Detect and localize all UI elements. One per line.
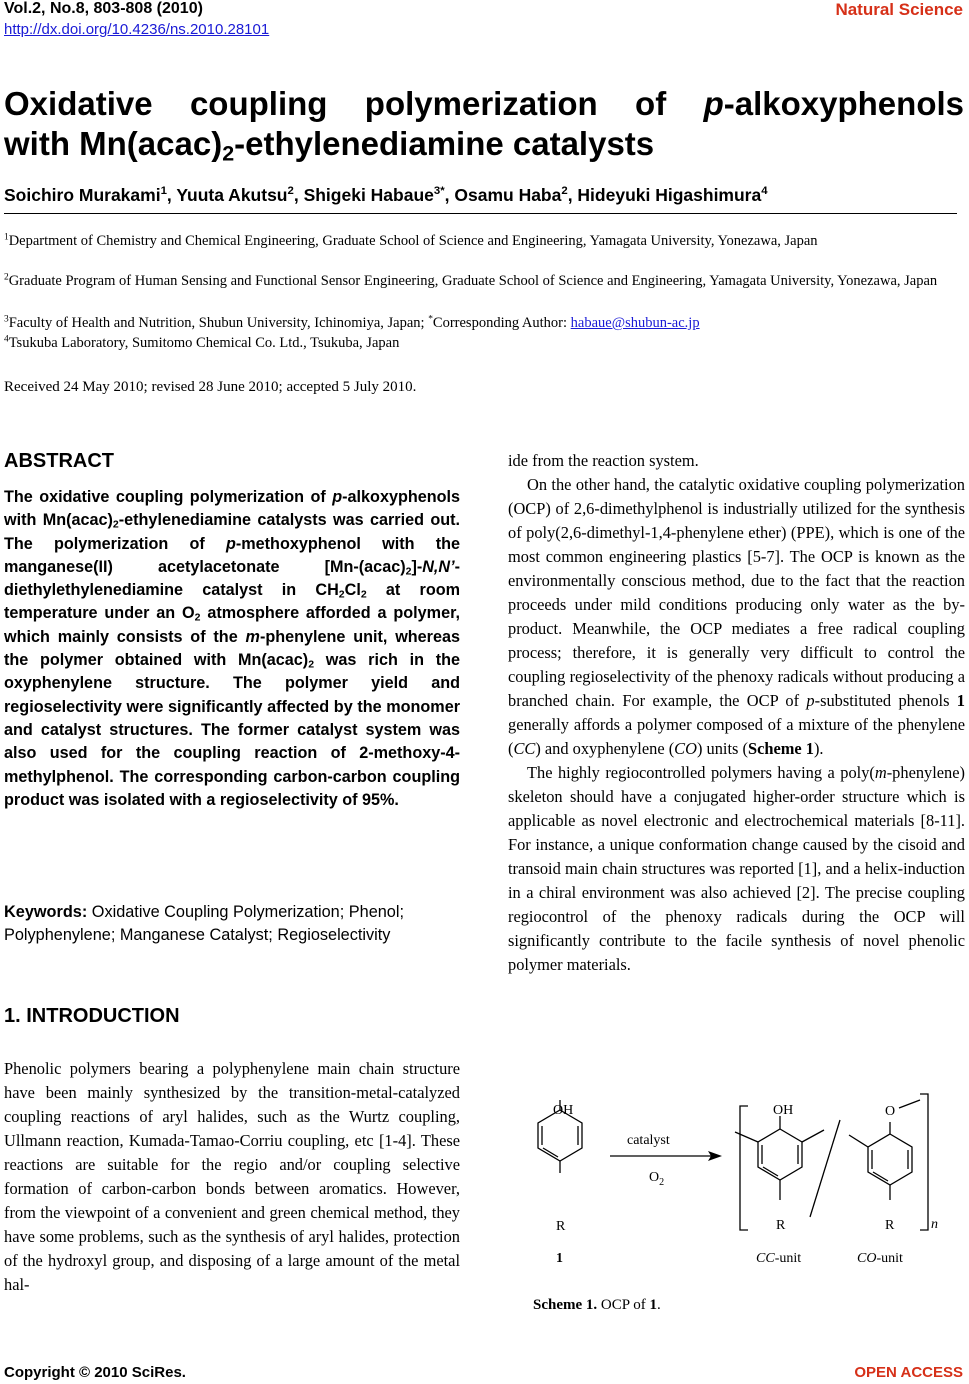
r-label-co-unit: R [885,1218,895,1233]
compound-number: 1 [556,1251,563,1266]
author-list: Soichiro Murakami$^1$, Yuuta Akutsu$^2$, Shigeki Habaue$^{3*}$, Osamu Haba$^2$, Hideyuki Higashimura$^4$ [4,185,768,205]
copyright-notice: Copyright © 2010 SciRes. [4,1364,186,1381]
scheme-1-reaction-diagram [528,1090,968,1280]
paragraph: The highly regiocontrolled polymers having a poly(m-phenylene) skeleton should have a conjugated higher-order structure which is applicable as novel electronic and electrochemical materials [8-11]. For instance, a unique conformation change caused by the cisoid and transoid main chain structures was reported [1], and a helix-induction in a chiral environment was also achieved [2]. The precise coupling regiocontrol of the phenoxy radicals during the OCP will significantly contribute to the facile synthesis of novel phenolic polymer materials. [508,763,965,974]
paragraph: On the other hand, the catalytic oxidative coupling polymerization (OCP) of 2,6-dimethylphenol is industrially utilized for the synthesis of poly(2,6-dimethyl-1,4-phenylene ether) (PPE), which is one of the most common engineering plastics [5-7]. The OCP is known as the environmentally conscious method, due to the fact that the reaction proceeds under mild conditions producing only water as the by-product. Meanwhile, the OCP mediates a free radical coupling process; therefore, it is generally very difficult to control the coupling regioselectivity of the phenoxy radicals without producing a branched chain. For example, the OCP of p-substituted phenols 1 generally affords a polymer composed of a mixture of the phenylene (CC) and oxyphenylene (CO) units (Scheme 1). [508,475,965,758]
affiliation-3: $^3$Faculty of Health and Nutrition, Shubun University, Ichinomiya, Japan; *Corresponding Author: habaue@shubun-ac.jp [4,314,700,331]
paragraph: ide from the reaction system. [508,451,699,470]
r-label-cc-unit: R [776,1218,786,1233]
right-column-text [508,449,965,977]
author-name: Hideyuki Higashimura [577,185,762,205]
abstract-heading: ABSTRACT [4,450,114,472]
author-name: Osamu Haba [454,185,562,205]
reaction-arrow [610,1151,722,1161]
journal-name: Natural Science [835,0,963,19]
open-access-label: OPEN ACCESS [854,1364,963,1381]
scheme-caption: Scheme 1. OCP of 1. [533,1297,661,1313]
oh-label-cc-unit: OH [773,1103,794,1118]
received-dates: Received 24 May 2010; revised 28 June 2010; accepted 5 July 2010. [4,379,417,395]
paper-title: Oxidative coupling polymerization of p-alkoxyphenols with $Mn(acac)_2$-ethylenediamine catalysts [4,85,964,166]
oh-label-monomer: OH [553,1103,574,1118]
introduction-heading: 1. INTRODUCTION [4,1005,180,1027]
affiliation-4: $^4$Tsukuba Laboratory, Sumitomo Chemical Co. Ltd., Tsukuba, Japan [4,334,400,351]
o-label-co-unit: O [885,1104,896,1119]
corresponding-email-link[interactable]: habaue@shubun-ac.jp [570,315,700,331]
introduction-paragraph: Phenolic polymers bearing a polyphenylene main chain structure have been mainly synthesized by the transition-metal-catalyzed coupling reactions of aryl halides, such as the Wurtz coupling, Ullmann reaction, Kumada-Tamao-Corriu coupling, etc [1-4]. These reactions are suitable for the regio and/or coupling selective formation of carbon-carbon bonds between aromatics. However, from the viewpoint of a convenient and green chemical method, they have some problems, such as the synthesis of aryl halides, protection of the hydroxyl group, and disposing of a large amount of the metal hal- [4,1059,460,1294]
catalyst-label: catalyst [627,1133,670,1148]
author-name: Shigeki Habaue [303,185,434,205]
repeat-n-label: n [931,1217,938,1232]
title-rule [4,213,957,214]
oxygen-label: $O_2$ [649,1170,665,1188]
affiliation-2: $^2$Graduate Program of Human Sensing and Functional Sensor Engineering, Graduate School of Science and Engineering, Yamagata University, Yonezawa, Japan [4,272,938,289]
abstract-text: The oxidative coupling polymerization of p-alkoxyphenols with $Mn(acac)_2$-ethylenediamine catalysts was carried out. The polymerization of p-methoxyphenol with the manganese(II) acetylacetonate $[Mn-(acac)_2]-N,N$’-diethylethylenediamine catalyst in $CH_2Cl_2$ at room temperature under an $O_2$ atmosphere afforded a polymer, which mainly consists of the m-phenylene unit, whereas the polymer obtained with $Mn(acac)_2$ was rich in the oxyphenylene structure. The polymer yield and regioselectivity were significantly affected by the monomer and catalyst structures. The former catalyst system was also used for the coupling reaction of 2-methoxy-4-methylphenol. The corresponding carbon-carbon coupling product was isolated with a regioselectivity of 95%. [4,488,461,809]
cc-unit-label: CC-unit [756,1251,802,1266]
author-name: Soichiro Murakami [4,185,161,205]
keywords: Keywords: Oxidative Coupling Polymerization; Phenol; Polyphenylene; Manganese Catalyst; Regioselectivity [4,903,404,944]
journal-reference: Vol.2, No.8, 803-808 (2010) [4,0,203,17]
doi-link[interactable]: http://dx.doi.org/10.4236/ns.2010.28101 [4,21,270,38]
co-unit-label: CO-unit [857,1251,903,1266]
polymer-structure [735,1094,928,1230]
r-label-monomer: R [556,1219,566,1234]
affiliation-1: $^1$Department of Chemistry and Chemical Engineering, Graduate School of Science and Engineering, Yamagata University, Yonezawa, Japan [4,232,818,249]
author-name: Yuuta Akutsu [176,185,288,205]
